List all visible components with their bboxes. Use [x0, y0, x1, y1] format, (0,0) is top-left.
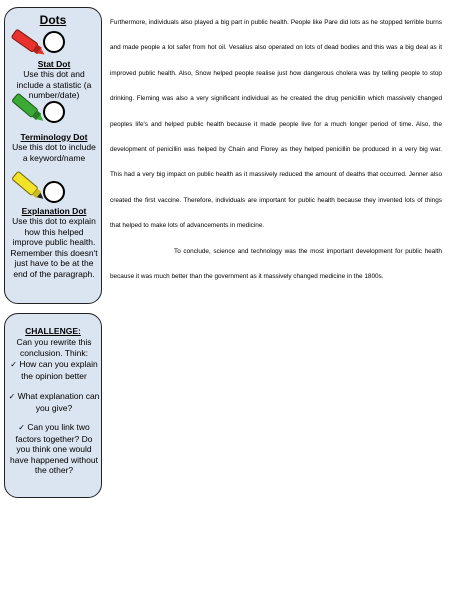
challenge-title: CHALLENGE:: [25, 326, 81, 336]
checkmark-icon: ✓: [10, 360, 17, 369]
explanation-dot-title: Explanation Dot: [21, 206, 87, 216]
challenge-intro: Can you rewrite this conclusion. Think:: [16, 337, 92, 358]
challenge-item: ✓ How can you explain the opinion better: [10, 359, 98, 381]
dots-panel: [4, 7, 102, 304]
checkmark-icon: ✓: [18, 423, 25, 432]
essay-conclusion-paragraph: To conclude, science and technology was the most important development for public health because it was much better than the government as it massively changed medicine in the 1800s.: [110, 247, 442, 281]
stat-dot-desc: Use this dot and include a statistic (a number/date): [16, 69, 92, 100]
stat-dot-title: Stat Dot: [37, 59, 71, 69]
challenge-item: ✓ What explanation can you give?: [8, 391, 100, 413]
challenge-item: ✓ Can you link two factors together? Do you think one would have happened without the other?: [10, 422, 98, 475]
explanation-dot-desc: Use this dot to explain how this helped improve public health. Remember this doesn't just have to be at the end of the paragraph.: [10, 216, 98, 279]
challenge-panel: [4, 313, 102, 498]
explanation-dot-icon: [43, 181, 65, 203]
terminology-dot-desc: Use this dot to include a keyword/name: [12, 142, 96, 163]
essay-paragraph: Furthermore, individuals also played a big part in public health. People like Pare did lots as he stopped terrible burns and made people a lot safer from hot oil. Vesalius also operated on lots of dead bodies and this was a big deal as it improved public health. Also, Snow helped people realise just how dangerous cholera was by telling people to stop drinking. Fleming was also a very significant individual as he created the drug penicillin which massively changed peoples life's and helped public health because it made people live for a much longer period of time. Also, the development of penicillin was helped by Chain and Florey as they helped penicillin be produced in a very big war. This had a very big impact on public health as it massively reduced the amount of deaths that occurred. Jenner also created the first vaccine. Therefore, individuals are important for public health because they invented lots of things that helped to make lots of advancements in medicine.: [110, 19, 442, 230]
stat-dot-icon: [43, 31, 65, 53]
terminology-dot-icon: [43, 101, 65, 123]
yellow-marker-icon: [7, 166, 49, 206]
essay-text: [110, 10, 442, 289]
terminology-dot-title: Terminology Dot: [20, 132, 88, 142]
dots-title: Dots: [39, 13, 67, 27]
checkmark-icon: ✓: [8, 392, 16, 401]
